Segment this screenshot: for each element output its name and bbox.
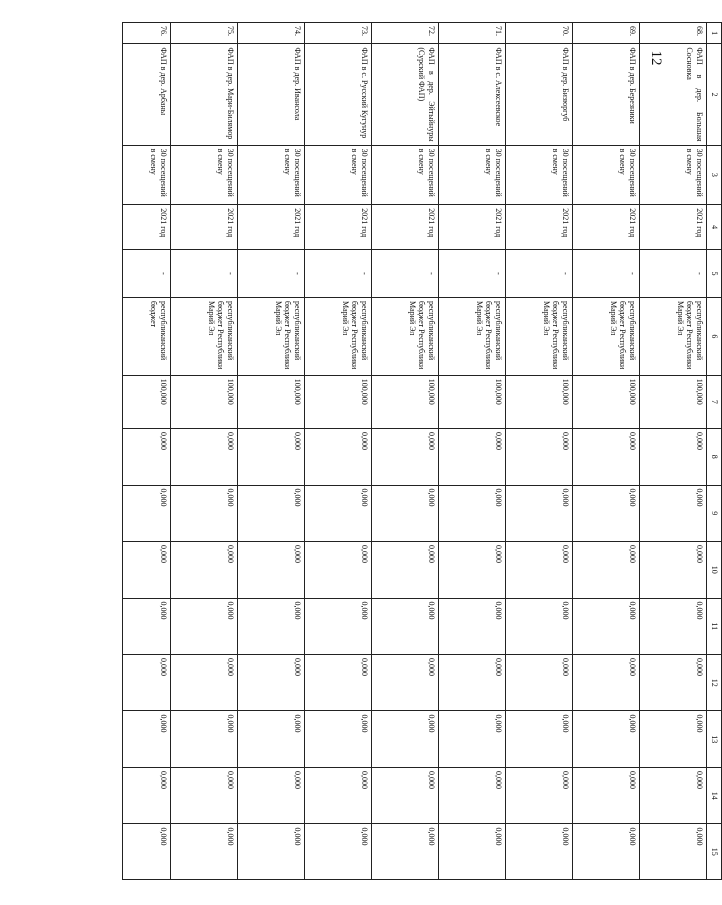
value-col-7: 100,000 (372, 375, 439, 428)
value-col-7: 100,000 (238, 375, 305, 428)
value-col-10: 0,000 (573, 542, 640, 598)
value-col-11: 0,000 (171, 598, 238, 654)
column-5-value: - (506, 250, 573, 298)
value-col-13: 0,000 (238, 711, 305, 767)
facility-name: ФАП в дер. Березники (573, 44, 640, 145)
value-col-8: 0,000 (640, 429, 707, 485)
page-number: 12 (648, 50, 664, 66)
column-number-header: 5 (707, 250, 722, 298)
value-col-9: 0,000 (372, 485, 439, 541)
year: 2021 год (123, 205, 171, 250)
table-row (171, 23, 238, 880)
value-col-9: 0,000 (439, 485, 506, 541)
column-number-header: 12 (707, 654, 722, 710)
year: 2021 год (640, 205, 707, 250)
column-number-header: 9 (707, 485, 722, 541)
value-col-7: 100,000 (305, 375, 372, 428)
column-number-header: 6 (707, 297, 722, 375)
table-row (439, 23, 506, 880)
column-number-header: 3 (707, 145, 722, 205)
capacity: 30 посещений в смену (372, 145, 439, 205)
facility-name: ФАП в дер. Мари-Билямор (171, 44, 238, 145)
value-col-12: 0,000 (238, 654, 305, 710)
value-col-12: 0,000 (372, 654, 439, 710)
column-number-header: 1 (707, 23, 722, 44)
column-number-header: 7 (707, 375, 722, 428)
value-col-12: 0,000 (123, 654, 171, 710)
year: 2021 год (573, 205, 640, 250)
year: 2021 год (439, 205, 506, 250)
column-number-header: 8 (707, 429, 722, 485)
row-number: 74. (238, 23, 305, 44)
value-col-14: 0,000 (305, 767, 372, 823)
column-5-value: - (305, 250, 372, 298)
value-col-15: 0,000 (305, 824, 372, 880)
value-col-14: 0,000 (640, 767, 707, 823)
value-col-12: 0,000 (506, 654, 573, 710)
row-number: 73. (305, 23, 372, 44)
table-row (506, 23, 573, 880)
value-col-14: 0,000 (372, 767, 439, 823)
value-col-14: 0,000 (238, 767, 305, 823)
value-col-15: 0,000 (439, 824, 506, 880)
funding-source: республиканский бюджет Республики Марий Эл (439, 297, 506, 375)
value-col-8: 0,000 (305, 429, 372, 485)
value-col-15: 0,000 (573, 824, 640, 880)
row-number: 76. (123, 23, 171, 44)
funding-source: республиканский бюджет (123, 297, 171, 375)
value-col-11: 0,000 (305, 598, 372, 654)
value-col-9: 0,000 (305, 485, 372, 541)
value-col-10: 0,000 (171, 542, 238, 598)
capacity: 30 посещений в смену (573, 145, 640, 205)
year: 2021 год (372, 205, 439, 250)
value-col-12: 0,000 (439, 654, 506, 710)
row-number: 71. (439, 23, 506, 44)
value-col-11: 0,000 (372, 598, 439, 654)
value-col-13: 0,000 (171, 711, 238, 767)
row-number: 68. (640, 23, 707, 44)
value-col-13: 0,000 (372, 711, 439, 767)
table-body (123, 23, 722, 880)
value-col-11: 0,000 (640, 598, 707, 654)
funding-source: республиканский бюджет Республики Марий Эл (506, 297, 573, 375)
value-col-15: 0,000 (123, 824, 171, 880)
column-5-value: - (640, 250, 707, 298)
value-col-8: 0,000 (506, 429, 573, 485)
value-col-7: 100,000 (439, 375, 506, 428)
value-col-15: 0,000 (640, 824, 707, 880)
value-col-13: 0,000 (573, 711, 640, 767)
value-col-11: 0,000 (573, 598, 640, 654)
table-row (573, 23, 640, 880)
value-col-8: 0,000 (372, 429, 439, 485)
value-col-14: 0,000 (506, 767, 573, 823)
capacity: 30 посещений в смену (171, 145, 238, 205)
value-col-8: 0,000 (238, 429, 305, 485)
value-col-14: 0,000 (171, 767, 238, 823)
value-col-10: 0,000 (439, 542, 506, 598)
table-row (123, 23, 171, 880)
value-col-12: 0,000 (171, 654, 238, 710)
column-5-value: - (439, 250, 506, 298)
year: 2021 год (305, 205, 372, 250)
row-number: 72. (372, 23, 439, 44)
capacity: 30 посещений в смену (506, 145, 573, 205)
rotated-table-container (122, 22, 722, 880)
value-col-8: 0,000 (123, 429, 171, 485)
funding-source: республиканский бюджет Республики Марий Эл (573, 297, 640, 375)
value-col-13: 0,000 (305, 711, 372, 767)
value-col-8: 0,000 (439, 429, 506, 485)
column-number-header: 13 (707, 711, 722, 767)
funding-source: республиканский бюджет Республики Марий Эл (372, 297, 439, 375)
capacity: 30 посещений в смену (123, 145, 171, 205)
row-number: 69. (573, 23, 640, 44)
value-col-11: 0,000 (123, 598, 171, 654)
value-col-9: 0,000 (573, 485, 640, 541)
column-5-value: - (573, 250, 640, 298)
header-row (707, 23, 722, 880)
value-col-12: 0,000 (573, 654, 640, 710)
value-col-10: 0,000 (123, 542, 171, 598)
column-5-value: - (171, 250, 238, 298)
value-col-11: 0,000 (238, 598, 305, 654)
value-col-10: 0,000 (506, 542, 573, 598)
value-col-7: 100,000 (640, 375, 707, 428)
facility-name: ФАП в дер. Ивансола (238, 44, 305, 145)
value-col-14: 0,000 (123, 767, 171, 823)
table-row (640, 23, 707, 880)
value-col-13: 0,000 (506, 711, 573, 767)
facility-name: ФАП в дер. Эйтыйнуры (Сурский ФАП) (372, 44, 439, 145)
value-col-11: 0,000 (439, 598, 506, 654)
value-col-7: 100,000 (573, 375, 640, 428)
funding-source: республиканский бюджет Республики Марий Эл (640, 297, 707, 375)
column-number-header: 2 (707, 44, 722, 145)
value-col-10: 0,000 (305, 542, 372, 598)
column-number-header: 14 (707, 767, 722, 823)
value-col-13: 0,000 (439, 711, 506, 767)
value-col-13: 0,000 (640, 711, 707, 767)
column-5-value: - (123, 250, 171, 298)
column-number-header: 4 (707, 205, 722, 250)
value-col-13: 0,000 (123, 711, 171, 767)
value-col-8: 0,000 (171, 429, 238, 485)
value-col-9: 0,000 (171, 485, 238, 541)
facility-name: ФАП в дер. Большая Сосновка (640, 44, 707, 145)
row-number: 75. (171, 23, 238, 44)
column-number-header: 11 (707, 598, 722, 654)
funding-source: республиканский бюджет Республики Марий Эл (305, 297, 372, 375)
value-col-15: 0,000 (506, 824, 573, 880)
year: 2021 год (171, 205, 238, 250)
value-col-8: 0,000 (573, 429, 640, 485)
value-col-12: 0,000 (640, 654, 707, 710)
column-5-value: - (372, 250, 439, 298)
year: 2021 год (506, 205, 573, 250)
facility-name: ФАП в дер. Бизюргуб (506, 44, 573, 145)
funding-source: республиканский бюджет Республики Марий Эл (171, 297, 238, 375)
row-number: 70. (506, 23, 573, 44)
value-col-9: 0,000 (506, 485, 573, 541)
value-col-10: 0,000 (372, 542, 439, 598)
value-col-9: 0,000 (123, 485, 171, 541)
facility-name: ФАП в с. Алексеевское (439, 44, 506, 145)
table-row (372, 23, 439, 880)
column-5-value: - (238, 250, 305, 298)
capacity: 30 посещений в смену (640, 145, 707, 205)
value-col-9: 0,000 (640, 485, 707, 541)
facility-name: ФАП в дер. Арбаны (123, 44, 171, 145)
year: 2021 год (238, 205, 305, 250)
value-col-7: 100,000 (123, 375, 171, 428)
table-row (238, 23, 305, 880)
value-col-7: 100,000 (506, 375, 573, 428)
value-col-10: 0,000 (640, 542, 707, 598)
value-col-12: 0,000 (305, 654, 372, 710)
facility-table (122, 22, 722, 880)
column-number-header: 10 (707, 542, 722, 598)
value-col-15: 0,000 (372, 824, 439, 880)
capacity: 30 посещений в смену (238, 145, 305, 205)
capacity: 30 посещений в смену (305, 145, 372, 205)
value-col-10: 0,000 (238, 542, 305, 598)
value-col-14: 0,000 (439, 767, 506, 823)
value-col-7: 100,000 (171, 375, 238, 428)
capacity: 30 посещений в смену (439, 145, 506, 205)
facility-name: ФАП в с. Русский Кугунур (305, 44, 372, 145)
value-col-15: 0,000 (238, 824, 305, 880)
value-col-15: 0,000 (171, 824, 238, 880)
table-row (305, 23, 372, 880)
value-col-9: 0,000 (238, 485, 305, 541)
funding-source: республиканский бюджет Республики Марий Эл (238, 297, 305, 375)
column-number-header: 15 (707, 824, 722, 880)
value-col-14: 0,000 (573, 767, 640, 823)
value-col-11: 0,000 (506, 598, 573, 654)
